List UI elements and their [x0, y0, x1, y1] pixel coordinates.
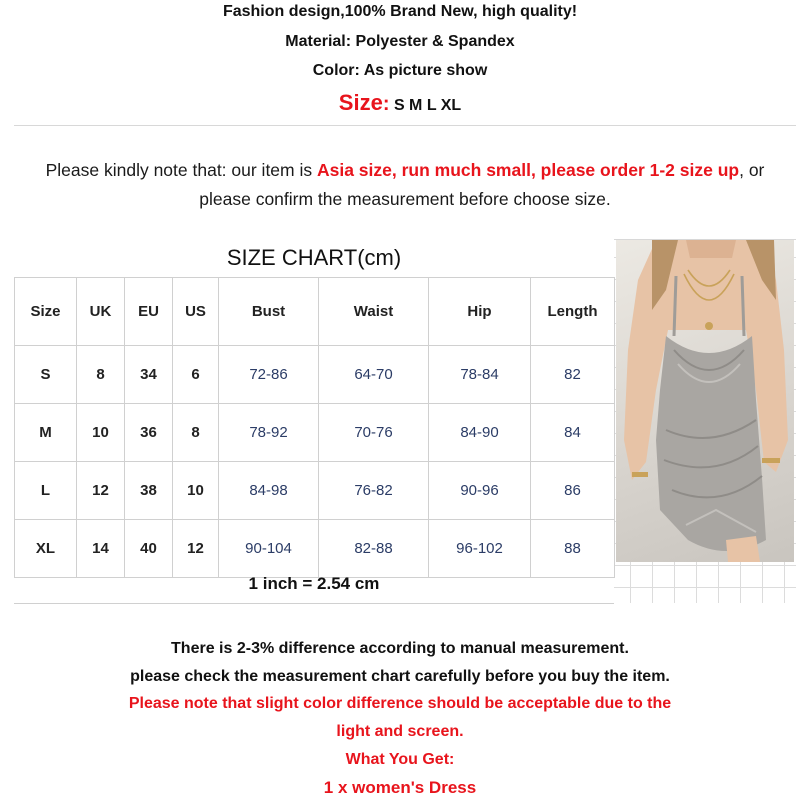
length-cell: 88 — [531, 520, 615, 578]
size-chart-title: SIZE CHART(cm) — [14, 239, 614, 278]
size-label: Size — [338, 90, 383, 115]
uk-cell: 10 — [77, 404, 125, 462]
footer-package-item: 1 x women's Dress — [323, 778, 477, 797]
footer-what-you-get: What You Get: — [345, 751, 455, 768]
size-notice — [14, 125, 796, 240]
eu-cell: 34 — [125, 346, 173, 404]
length-cell: 86 — [531, 462, 615, 520]
footer-color-note: Please note that slight color difference should be acceptable due to the — [128, 695, 672, 712]
waist-cell: 64-70 — [319, 346, 429, 404]
notice-part1: Please kindly note that: our item is — [45, 160, 317, 180]
size-chart — [14, 239, 614, 604]
size-cell: M — [15, 404, 77, 462]
bust-cell: 78-92 — [219, 404, 319, 462]
notice-part2: , or — [739, 160, 765, 180]
notice-text — [14, 156, 796, 214]
bust-cell: 84-98 — [219, 462, 319, 520]
bust-cell: 72-86 — [219, 346, 319, 404]
length-cell: 84 — [531, 404, 615, 462]
footer-check-note: please check the measurement chart carefully before you buy the item. — [130, 668, 670, 685]
uk-cell: 14 — [77, 520, 125, 578]
uk-cell: 8 — [77, 346, 125, 404]
header-cell: Size — [15, 278, 77, 346]
waist-cell: 82-88 — [319, 520, 429, 578]
header-cell: US — [173, 278, 219, 346]
hip-cell: 90-96 — [429, 462, 531, 520]
dress-model-illustration — [616, 240, 794, 562]
us-cell: 8 — [173, 404, 219, 462]
eu-cell: 40 — [125, 520, 173, 578]
inch-conversion: 1 inch = 2.54 cm — [14, 567, 614, 604]
us-cell: 6 — [173, 346, 219, 404]
hip-cell: 78-84 — [429, 346, 531, 404]
size-cell: L — [15, 462, 77, 520]
hip-cell: 84-90 — [429, 404, 531, 462]
table-row — [15, 346, 615, 404]
header-cell: Waist — [319, 278, 429, 346]
header-line-color: Color: As picture show — [312, 62, 488, 79]
header-cell: Bust — [219, 278, 319, 346]
size-table — [14, 277, 615, 578]
us-cell: 10 — [173, 462, 219, 520]
header-cell: UK — [77, 278, 125, 346]
us-cell: 12 — [173, 520, 219, 578]
notice-highlight: Asia size, run much small, please order 1-2 size up — [316, 160, 740, 180]
size-values: S M L XL — [393, 97, 462, 114]
uk-cell: 12 — [77, 462, 125, 520]
header-size-line — [0, 90, 800, 119]
header-line-material: Material: Polyester & Spandex — [285, 33, 515, 50]
header-line-quality: Fashion design,100% Brand New, high quality! — [222, 3, 578, 20]
waist-cell: 70-76 — [319, 404, 429, 462]
notice-line2: please confirm the measurement before choose size. — [199, 189, 611, 209]
footer-color-note-cont: light and screen. — [336, 723, 464, 740]
header-cell: EU — [125, 278, 173, 346]
size-cell: XL — [15, 520, 77, 578]
waist-cell: 76-82 — [319, 462, 429, 520]
hip-cell: 96-102 — [429, 520, 531, 578]
footer-measurement-note: There is 2-3% difference according to manual measurement. — [171, 640, 629, 657]
header-cell: Length — [531, 278, 615, 346]
length-cell: 82 — [531, 346, 615, 404]
table-header-row — [15, 278, 615, 346]
eu-cell: 36 — [125, 404, 173, 462]
header-cell: Hip — [429, 278, 531, 346]
table-row — [15, 404, 615, 462]
bust-cell: 90-104 — [219, 520, 319, 578]
size-colon: : — [382, 93, 390, 115]
size-cell: S — [15, 346, 77, 404]
product-photo — [616, 240, 794, 562]
table-row — [15, 462, 615, 520]
eu-cell: 38 — [125, 462, 173, 520]
